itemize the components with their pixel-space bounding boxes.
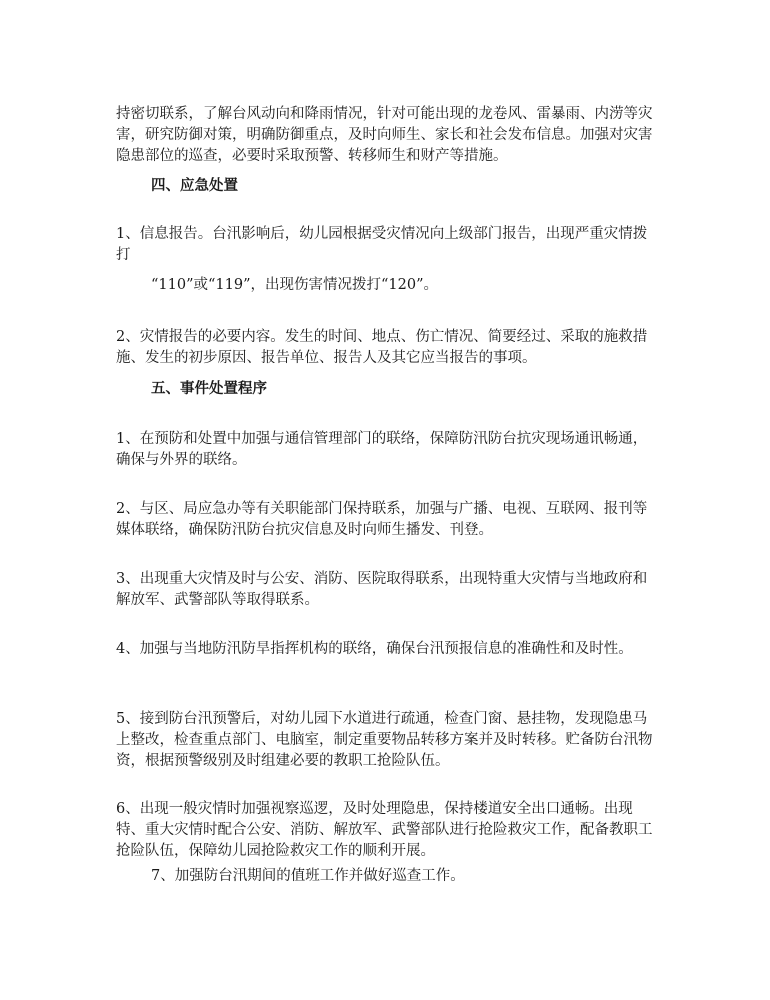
paragraph-continuation: 持密切联系，了解台风动向和降雨情况，针对可能出现的龙卷风、雷暴雨、内涝等灾害，研究防御对策，明确防御重点，及时向师生、家长和社会发布信息。加强对灾害隐患部位的巡查，必要时采取预警、转移师生和财产等措施。 [116,106,653,164]
paragraph-item-4: 4、加强与当地防汛防旱指挥机构的联络，确保台汛预报信息的准确性和及时性。 [116,641,633,657]
paragraph-item-7: 7、加强防台汛期间的值班工作并做好巡查工作。 [151,868,465,884]
paragraph-item-5: 5、接到防台汛预警后，对幼儿园下水道进行疏通，检查门窗、悬挂物，发现隐患马上整改，检查重点部门、电脑室，制定重要物品转移方案并及时转移。贮备防台汛物资，根据预警级别及时组建必要的教职工抢险队伍。 [116,711,653,769]
paragraph-disaster-report: 2、灾情报告的必要内容。发生的时间、地点、伤亡情况、简要经过、采取的施救措施、发生的初步原因、报告单位、报告人及其它应当报告的事项。 [116,329,648,366]
paragraph-item-3: 3、出现重大灾情及时与公安、消防、医院取得联系，出现特重大灾情与当地政府和解放军、武警部队等取得联系。 [116,571,648,608]
section-heading-emergency: 四、应急处置 [151,177,238,194]
paragraph-item-2: 2、与区、局应急办等有关职能部门保持联系，加强与广播、电视、互联网、报刊等媒体联络，确保防汛防台抗灾信息及时向师生播发、刊登。 [116,501,648,538]
paragraph-item-1: 1、在预防和处置中加强与通信管理部门的联络，保障防汛防台抗灾现场通讯畅通，确保与外界的联络。 [116,431,648,468]
paragraph-phone-numbers: “110”或“119”，出现伤害情况拨打“120”。 [151,277,439,293]
paragraph-item-6: 6、出现一般灾情时加强视察巡逻，及时处理隐患，保持楼道安全出口通畅。出现特、重大灾情时配合公安、消防、解放军、武警部队进行抢险救灾工作，配备教职工抢险队伍，保障幼儿园抢险救灾工作的顺利开展。 [116,801,653,859]
paragraph-info-report: 1、信息报告。台汛影响后，幼儿园根据受灾情况向上级部门报告，出现严重灾情拨打 [116,226,648,263]
section-heading-procedure: 五、事件处置程序 [151,380,267,397]
